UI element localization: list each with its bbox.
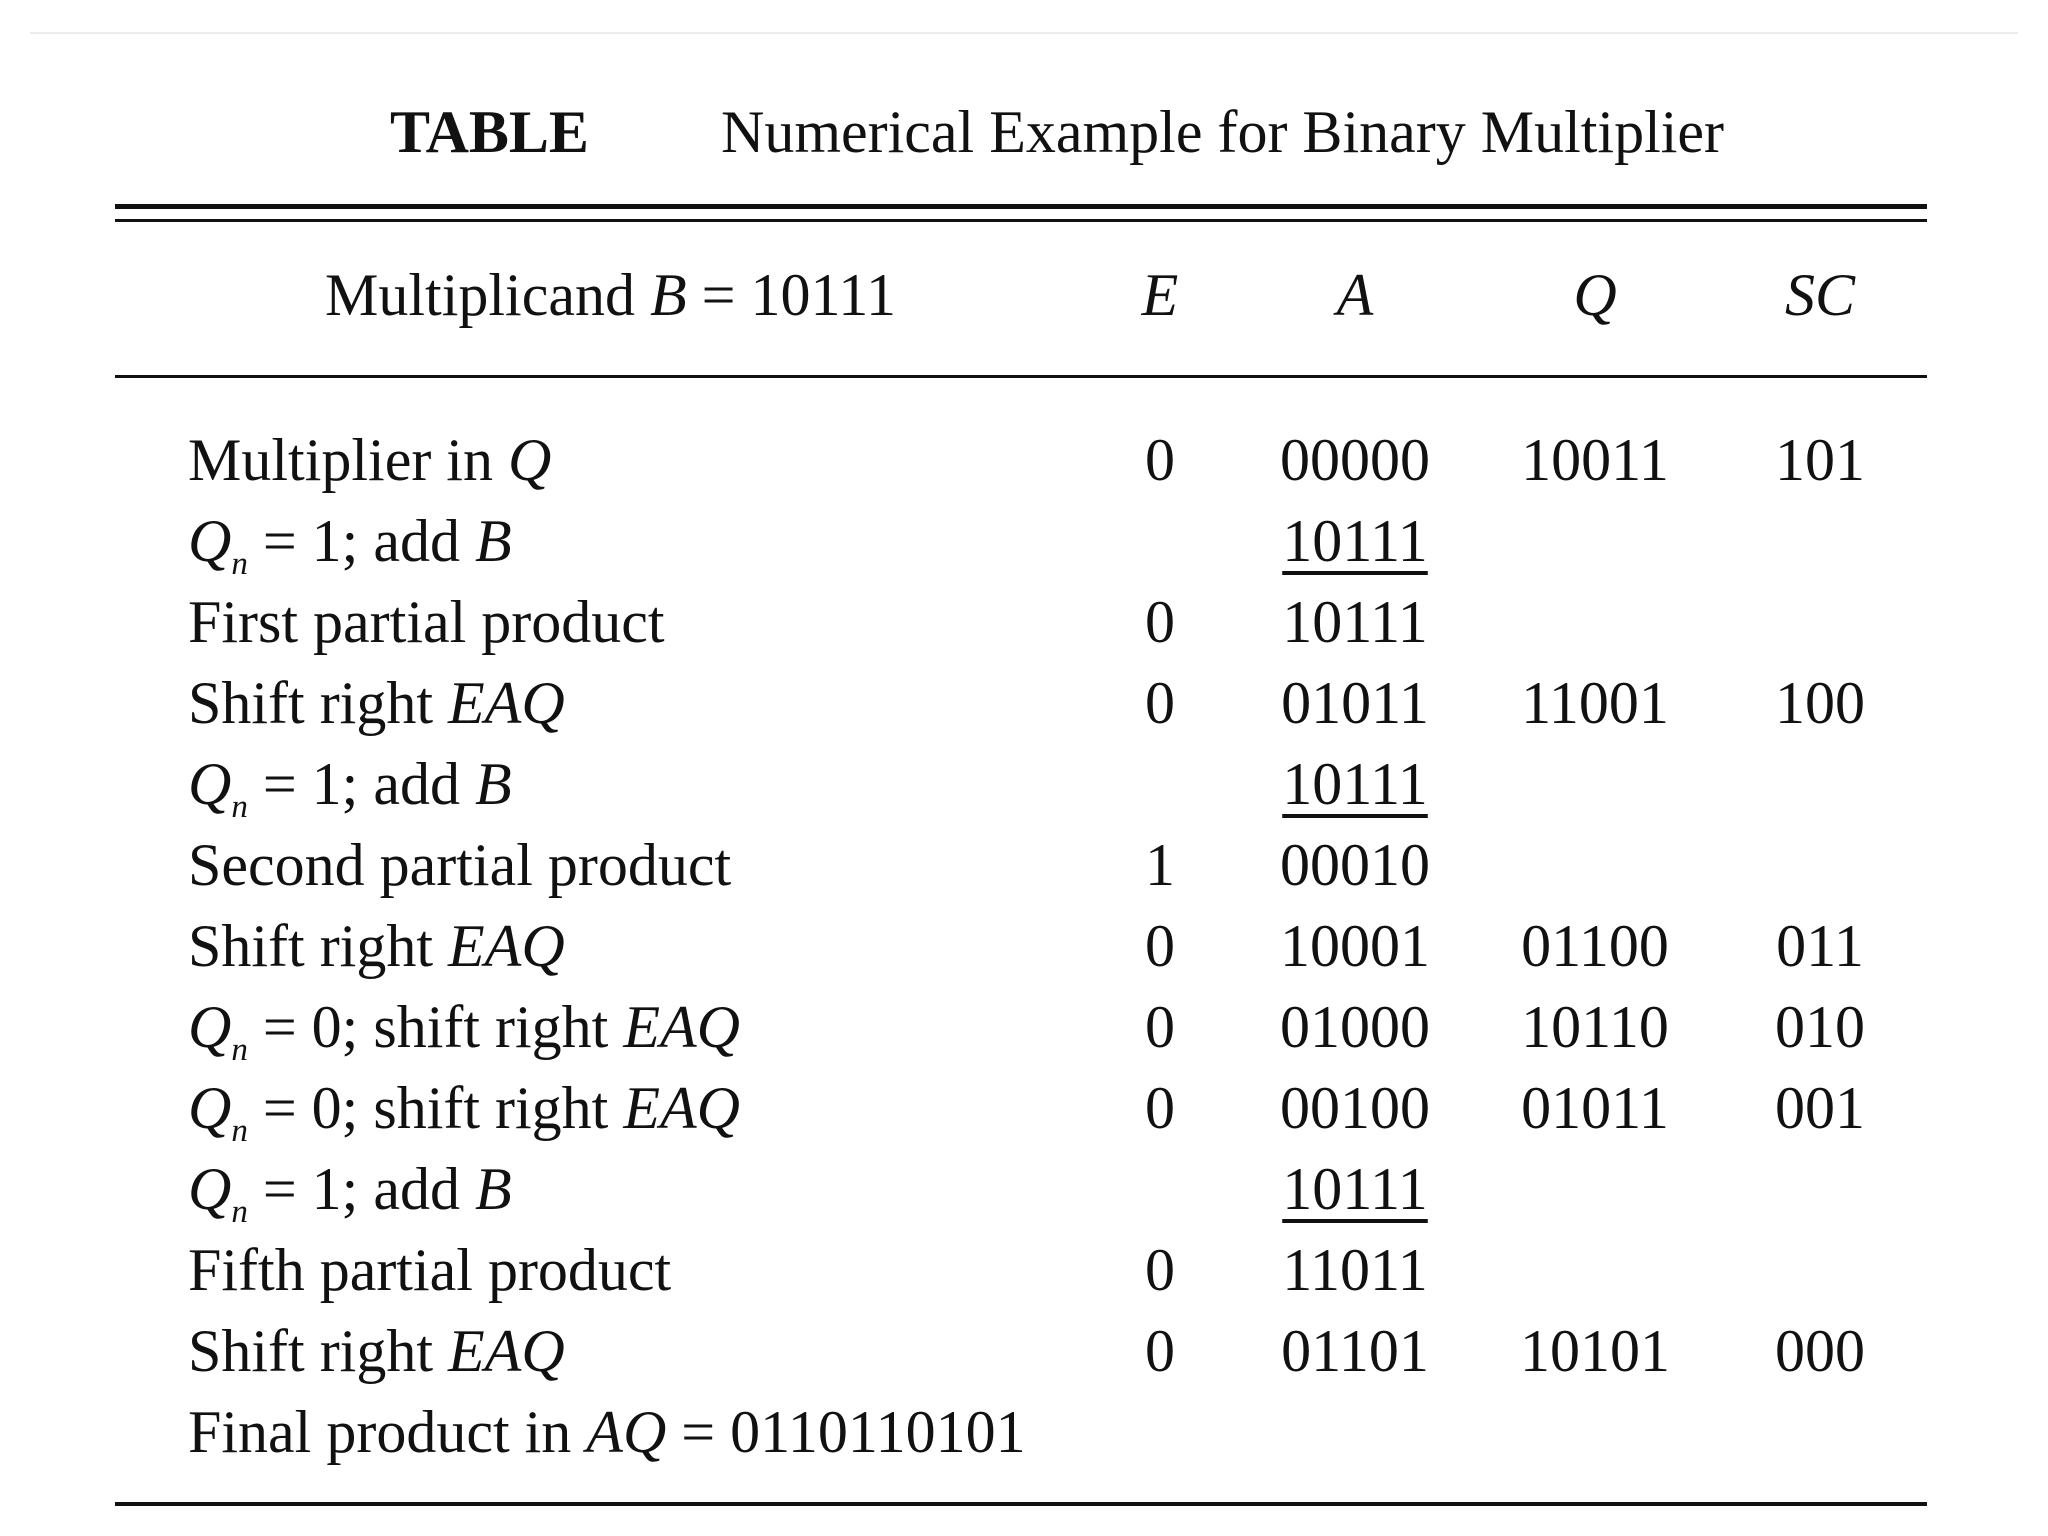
step-text: Final product in [188,1399,587,1465]
top-double-rule-lower [115,219,1927,222]
table-row [0,825,2048,905]
cell-a-value: 00000 [1280,427,1430,493]
header-q: Q [1573,262,1617,328]
qn-subscript: n [231,546,248,582]
cell-e: 0 [1145,1318,1175,1384]
cell-a-value: 10111 [1282,589,1428,655]
cell-a-value: 01011 [1281,670,1429,736]
cell-a-value: 10111 [1282,508,1428,574]
step-variable: EAQ [448,913,565,979]
step-description [188,1311,565,1391]
qn-var: Q [188,508,232,574]
cell-sc: 010 [1775,994,1865,1060]
cell-q: 01011 [1521,1075,1669,1141]
cell-a-value: 11011 [1282,1237,1428,1303]
table-row [0,420,2048,500]
qn-subscript: n [231,789,248,825]
cell-e: 0 [1145,913,1175,979]
header-e: E [1141,262,1179,328]
step-variable: AQ [586,1399,667,1465]
step-description [188,663,565,743]
cell-a-value: 00100 [1280,1075,1430,1141]
cell-a-value: 10001 [1280,913,1430,979]
cell-a [1270,987,1440,1067]
step-description [188,906,565,986]
cell-sc: 011 [1776,913,1864,979]
step-description [188,1230,671,1310]
step-text: = 0110110101 [666,1399,1026,1465]
cell-e: 1 [1145,832,1175,898]
header-multiplicand-prefix: Multiplicand [325,262,650,328]
caption-label: TABLE [390,99,589,165]
table-row [0,744,2048,824]
step-variable: B [474,1156,512,1222]
cell-q: 10110 [1521,994,1669,1060]
step-text: = 1; add [247,751,475,817]
step-variable: Q [507,427,552,493]
cell-e: 0 [1145,670,1175,736]
qn-var: Q [188,994,232,1060]
table-row [0,1311,2048,1391]
step-text: Shift right [188,913,449,979]
cell-a [1270,1068,1440,1148]
cell-e: 0 [1145,1237,1175,1303]
step-variable: B [474,751,512,817]
qn-subscript: n [231,1113,248,1149]
table-row [0,501,2048,581]
step-text: = 0; shift right [247,994,624,1060]
cell-q: 11001 [1521,670,1669,736]
cell-e: 0 [1145,589,1175,655]
cell-a [1270,663,1440,743]
step-text: Fifth partial product [188,1237,672,1303]
step-text: = 1; add [247,1156,475,1222]
step-text: Shift right [188,670,449,736]
header-multiplicand-var: B [649,262,687,328]
table-row [0,987,2048,1067]
step-variable: B [474,508,512,574]
cell-a-value: 01101 [1281,1318,1429,1384]
step-description [188,1392,1026,1472]
qn-subscript: n [231,1194,248,1230]
qn-subscript: n [231,1032,248,1068]
step-variable: EAQ [448,670,565,736]
cell-sc: 000 [1775,1318,1865,1384]
step-text: = 0; shift right [247,1075,624,1141]
cell-sc: 001 [1775,1075,1865,1141]
step-description [188,420,551,500]
table-row [0,582,2048,662]
header-multiplicand-value: = 10111 [686,262,897,328]
table-row [0,1230,2048,1310]
cell-a [1270,1311,1440,1391]
cell-a-value: 10111 [1282,751,1428,817]
top-double-rule-upper [115,204,1927,209]
header-multiplicand [325,255,896,335]
cell-a [1270,420,1440,500]
cell-e: 0 [1145,994,1175,1060]
step-variable: EAQ [623,994,740,1060]
cell-e: 0 [1145,1075,1175,1141]
cell-a-value: 00010 [1280,832,1430,898]
bottom-rule [115,1502,1927,1506]
cell-a-value: 10111 [1282,1156,1428,1222]
cell-a [1270,906,1440,986]
table-row [0,1149,2048,1229]
step-variable: EAQ [623,1075,740,1141]
table-header-row [0,255,2048,335]
cell-a [1270,582,1440,662]
cell-a [1270,1230,1440,1310]
caption-title: Numerical Example for Binary Multiplier [721,99,1725,165]
table-row [0,1068,2048,1148]
cell-a [1270,825,1440,905]
qn-var: Q [188,751,232,817]
cell-sc: 101 [1775,427,1865,493]
cell-a-value: 01000 [1280,994,1430,1060]
step-text: Second partial product [188,832,732,898]
step-description [188,825,731,905]
top-border-line [30,32,2018,34]
step-description [188,582,665,662]
step-text: Multiplier in [188,427,508,493]
table-row [0,663,2048,743]
table-row [0,906,2048,986]
qn-var: Q [188,1156,232,1222]
cell-sc: 100 [1775,670,1865,736]
cell-a [1270,744,1440,824]
cell-a [1270,501,1440,581]
step-text: = 1; add [247,508,475,574]
cell-q: 10101 [1520,1318,1670,1384]
header-a: A [1336,262,1374,328]
cell-a [1270,1149,1440,1229]
cell-e: 0 [1145,427,1175,493]
step-variable: EAQ [448,1318,565,1384]
header-sc: SC [1784,262,1856,328]
qn-var: Q [188,1075,232,1141]
header-rule [115,375,1927,378]
step-text: Shift right [188,1318,449,1384]
table-row [0,1392,2048,1472]
step-text: First partial product [188,589,665,655]
cell-q: 10011 [1521,427,1669,493]
cell-q: 01100 [1521,913,1669,979]
